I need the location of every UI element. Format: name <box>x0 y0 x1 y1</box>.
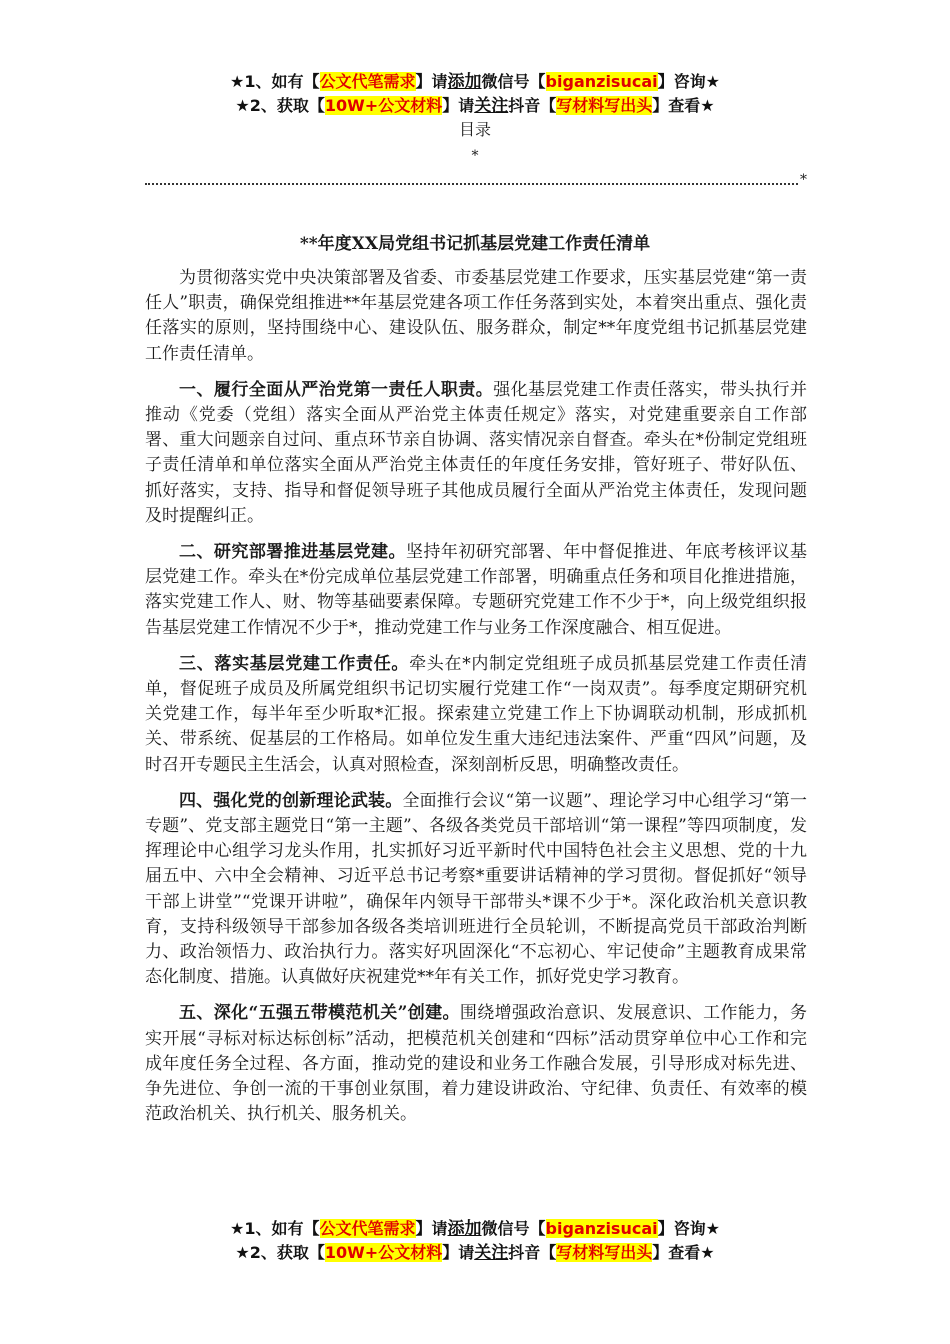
banner-line-2 <box>0 94 950 118</box>
wechat-id-highlight: biganzisucai <box>545 72 658 91</box>
banner-highlight: 公文代笔需求 <box>319 72 416 91</box>
section-paragraph <box>145 1001 807 1127</box>
banner-emphasis: 添加 <box>447 1219 482 1239</box>
toc-heading-placeholder: * <box>471 148 479 164</box>
section-paragraph <box>145 652 807 778</box>
banner-text: ★1、如有【 <box>230 72 320 91</box>
douyin-account-highlight: 写材料写出头 <box>556 96 653 115</box>
wechat-id-highlight: biganzisucai <box>545 1219 658 1238</box>
intro-paragraph: 为贯彻落实党中央决策部署及省委、市委基层党建工作要求，压实基层党建“第一责任人”职责，确保党组推进**年基层党建各项工作任务落到实处，本着突出重点、强化责任落实的原则，坚持围绕中心、建设队伍、服务群众，制定**年度党组书记抓基层党建工作责任清单。 <box>145 268 807 364</box>
banner-line-1 <box>0 1217 950 1241</box>
banner-line-2 <box>0 1241 950 1265</box>
toc-page-number: * <box>800 172 807 188</box>
banner-text: 】查看★ <box>652 1243 715 1262</box>
banner-emphasis: 添加 <box>447 72 482 92</box>
section-heading: 四、强化党的创新理论武装。 <box>179 790 403 811</box>
section-paragraph <box>145 378 807 529</box>
banner-text: 】请 <box>442 1243 475 1262</box>
section-text: 坚持年初研究部署、年中督促推进、年底考核评议基层党建工作。牵头在*份完成单位基层党建工作部署，明确重点任务和项目化推进措施，落实党建工作人、财、物等基础要素保障。专题研究党建工作不少于*，向上级党组织报告基层党建工作情况不少于*，推动党建工作与业务工作深度融合、相互促进。 <box>145 542 808 638</box>
banner-highlight: 10W+公文材料 <box>324 96 443 115</box>
section-paragraph <box>145 540 807 641</box>
toc-title: 目录 <box>458 120 491 139</box>
banner-text: ★2、获取【 <box>235 96 325 115</box>
section-heading: 二、研究部署推进基层党建。 <box>179 542 406 563</box>
banner-emphasis: 关注 <box>474 96 509 116</box>
banner-text: 微信号【 <box>481 1219 546 1238</box>
banner-text: 】请 <box>415 72 448 91</box>
banner-text: ★1、如有【 <box>230 1219 320 1238</box>
banner-text: 抖音【 <box>508 1243 557 1262</box>
bottom-banner <box>0 1217 950 1265</box>
banner-line-1 <box>0 70 950 94</box>
banner-text: 微信号【 <box>481 72 546 91</box>
section-text: 围绕增强政治意识、发展意识、工作能力，务实开展“寻标对标达标创标”活动，把模范机关创建和“四标”活动贯穿单位中心工作和完成年度任务全过程、各方面，推动党的建设和业务工作融合发展，引导形成对标先进、争先进位、争创一流的干事创业氛围，着力建设讲政治、守纪律、负责任、有效率的模范政治机关、执行机关、服务机关。 <box>145 1003 807 1125</box>
section-text: 全面推行会议“第一议题”、理论学习中心组学习“第一专题”、党支部主题党日“第一主题”、各级各类党员干部培训“第一课程”等四项制度，发挥理论中心组学习龙头作用，扎实抓好习近平新时代中国特色社会主义思想、党的十九届五中、六中全会精神、习近平总书记考察*重要讲话精神的学习贯彻。督促抓好“领导干部上讲堂”“党课开讲啦”，确保年内领导干部带头*课不少于*。深化政治机关意识教育，支持科级领导干部参加各级各类培训班进行全员轮训，不断提高党员干部政治判断力、政治领悟力、政治执行力。落实好巩固深化“不忘初心、牢记使命”主题教育成果常态化制度、措施。认真做好庆祝建党**年有关工作，抓好党史学习教育。 <box>145 790 807 988</box>
section-heading: 一、履行全面从严治党第一责任人职责。 <box>179 379 494 400</box>
banner-text: 】咨询★ <box>657 1219 720 1238</box>
banner-emphasis: 关注 <box>474 1243 509 1263</box>
document-body <box>145 266 807 1139</box>
banner-text: 】请 <box>442 96 475 115</box>
banner-text: ★2、获取【 <box>235 1243 325 1262</box>
douyin-account-highlight: 写材料写出头 <box>556 1243 653 1262</box>
banner-text: 】请 <box>415 1219 448 1238</box>
top-banner <box>0 70 950 118</box>
section-paragraph <box>145 789 807 991</box>
toc-leader-dots <box>145 183 798 185</box>
banner-text: 抖音【 <box>508 96 557 115</box>
document-title: **年度XX局党组书记抓基层党建工作责任清单 <box>299 234 651 254</box>
section-text: 强化基层党建工作责任落实，带头执行并推动《党委（党组）落实全面从严治党主体责任规定》落实，对党建重要亲自工作部署、重大问题亲自过问、重点环节亲自协调、落实情况亲自督查。牵头在*份制定党组班子责任清单和单位落实全面从严治党主体责任的年度任务安排，管好班子、带好队伍、抓好落实，支持、指导和督促领导班子其他成员履行全面从严治党主体责任，发现问题及时提醒纠正。 <box>145 379 808 526</box>
section-text: 牵头在*内制定党组班子成员抓基层党建工作责任清单，督促班子成员及所属党组织书记切实履行党建工作“一岗双责”。每季度定期研究机关党建工作，每半年至少听取*汇报。探索建立党建工作上下协调联动机制，形成抓机关、带系统、促基层的工作格局。如单位发生重大违纪违法案件、严重“四风”问题，及时召开专题民主生活会，认真对照检查，深刻剖析反思，明确整改责任。 <box>145 653 808 775</box>
banner-text: 】咨询★ <box>657 72 720 91</box>
section-heading: 三、落实基层党建工作责任。 <box>179 653 410 674</box>
banner-highlight: 公文代笔需求 <box>319 1219 416 1238</box>
toc-entry[interactable] <box>145 170 807 190</box>
section-heading: 五、深化“五强五带模范机关”创建。 <box>179 1003 460 1024</box>
banner-text: 】查看★ <box>652 96 715 115</box>
banner-highlight: 10W+公文材料 <box>324 1243 443 1262</box>
